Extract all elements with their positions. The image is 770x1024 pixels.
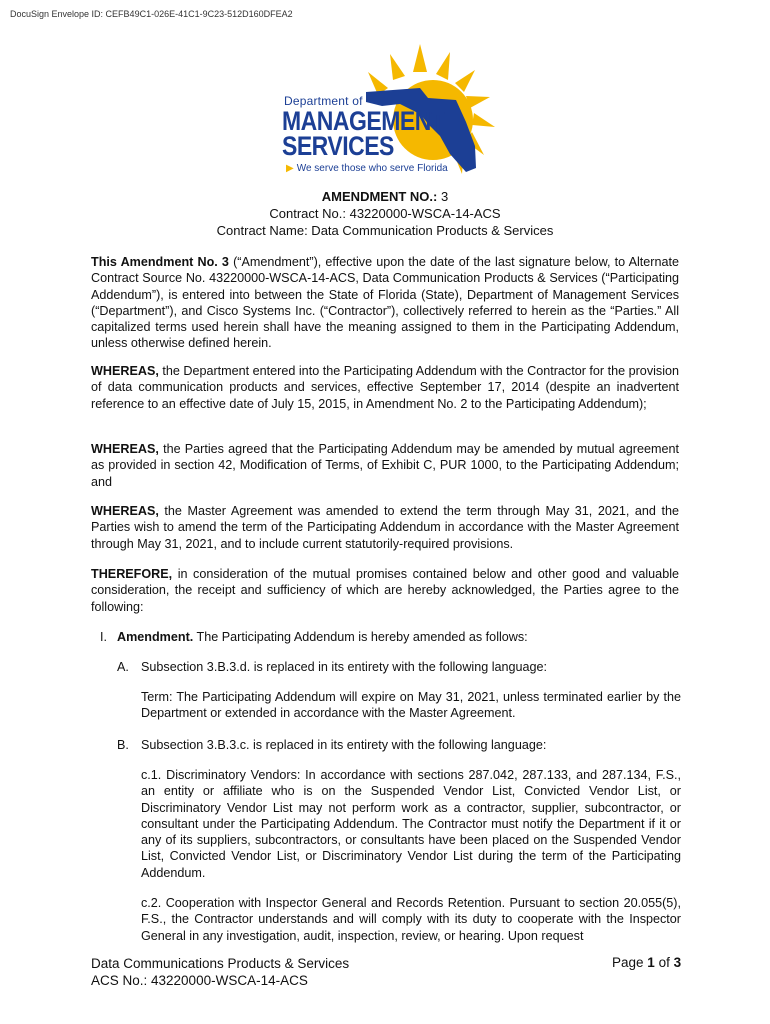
item-text: Subsection 3.B.3.c. is replaced in its entirety with the following language: bbox=[141, 738, 547, 752]
whereas-paragraph-1 bbox=[91, 363, 679, 412]
whereas-paragraph-2 bbox=[91, 441, 679, 490]
intro-text: (“Amendment”), effective upon the date of the last signature below, to Alternate Contract Source No. 43220000-WSCA-14-ACS, Data Communication Products & Services (“Participating Addendum”), is entered into between the State of Florida (State), Department of Management Services (“Department”), and Cisco Systems Inc. (“Contractor”), collectively referred to herein as the “Parties.” All capitalized terms used herein shall have the meaning assigned to them in the Participating Addendum, unless otherwise defined herein. bbox=[91, 255, 679, 351]
whereas-text: the Master Agreement was amended to extend the term through May 31, 2021, and the Parties wish to amend the term of the Participating Addendum in accordance with the Master Agreement through May 31, 2021, and to include current statutorily-required provisions. bbox=[91, 504, 679, 551]
page-current: 1 bbox=[647, 955, 655, 970]
item-text: Subsection 3.B.3.d. is replaced in its entirety with the following language: bbox=[141, 660, 548, 674]
whereas-paragraph-3 bbox=[91, 503, 679, 552]
amendment-label: AMENDMENT NO.: bbox=[321, 189, 438, 204]
logo-services: SERVICES bbox=[282, 131, 394, 161]
amendment-header bbox=[0, 188, 770, 239]
section-one bbox=[100, 629, 662, 645]
logo-management: MANAGEMENT bbox=[282, 106, 445, 136]
item-a bbox=[117, 659, 679, 675]
page-prefix: Page bbox=[612, 955, 644, 970]
logo-department-of: Department of bbox=[284, 94, 363, 108]
whereas-text: the Parties agreed that the Participating Addendum may be amended by mutual agreement as provided in section 42, Modification of Terms, of Exhibit C, PUR 1000, to the Participating Addendum; and bbox=[91, 442, 679, 489]
item-a-content: Term: The Participating Addendum will expire on May 31, 2021, unless terminated earlier by the Department or extended in accordance with the Master Agreement. bbox=[141, 690, 681, 721]
amendment-number: 3 bbox=[440, 189, 449, 204]
whereas-lead: WHEREAS, bbox=[91, 442, 159, 456]
tagline-text: We serve those who serve Florida bbox=[296, 163, 448, 174]
contract-name: Contract Name: Data Communication Products & Services bbox=[216, 223, 554, 238]
whereas-text: the Department entered into the Participating Addendum with the Contractor for the provision of data communication products and services, effective September 17, 2014 (despite an inadvertent reference to an effective date of July 15, 2015, in Amendment No. 2 to the Participating Addendum); bbox=[91, 364, 680, 411]
item-marker: A. bbox=[117, 660, 129, 674]
contract-number: Contract No.: 43220000-WSCA-14-ACS bbox=[269, 206, 501, 221]
dms-logo bbox=[270, 42, 510, 180]
item-marker: B. bbox=[117, 738, 129, 752]
whereas-lead: WHEREAS, bbox=[91, 504, 159, 518]
therefore-paragraph bbox=[91, 566, 679, 615]
docusign-envelope-id: DocuSign Envelope ID: CEFB49C1-026E-41C1-9C23-512D160DFEA2 bbox=[10, 9, 293, 19]
footer-title: Data Communications Products & Services bbox=[91, 956, 350, 971]
page-number bbox=[612, 955, 681, 970]
intro-lead: This Amendment No. 3 bbox=[91, 255, 229, 269]
section-marker: I. bbox=[100, 630, 107, 644]
amendment-number-line bbox=[0, 188, 770, 205]
item-b-c2: c.2. Cooperation with Inspector General and Records Retention. Pursuant to section 20.055(5), F.S., the Contractor understands and will comply with its duty to cooperate with the Inspector General in any investigation, audit, inspection, review, or hearing. Upon request bbox=[141, 896, 681, 943]
therefore-text: in consideration of the mutual promises contained below and other good and valuable consideration, the receipt and sufficiency of which are hereby acknowledged, the Parties agree to the following: bbox=[91, 567, 679, 614]
play-arrow-icon: ▶ bbox=[286, 163, 294, 174]
intro-paragraph bbox=[91, 254, 679, 352]
logo-tagline bbox=[286, 163, 448, 174]
therefore-lead: THEREFORE, bbox=[91, 567, 173, 581]
page-total: 3 bbox=[673, 955, 682, 970]
item-b-c1: c.1. Discriminatory Vendors: In accordance with sections 287.042, 287.133, and 287.134, F.S., an entity or affiliate who is on the Suspended Vendor List, Convicted Vendor List, or Discriminatory Vendor List may not perform work as a contractor, supplier, subcontractor, or consultant under the Participating Addendum. The Contractor must notify the Department if it or any of its suppliers, subcontractors, or consultants have been placed on the Suspended Vendor List, Convicted Vendor List, or Discriminatory Vendor List during the term of the Participating Addendum. bbox=[141, 768, 681, 880]
page-of: of bbox=[658, 955, 670, 970]
footer-acs-number: ACS No.: 43220000-WSCA-14-ACS bbox=[91, 973, 308, 988]
section-text: The Participating Addendum is hereby amended as follows: bbox=[193, 630, 528, 644]
item-b bbox=[117, 737, 679, 753]
footer-left bbox=[91, 955, 349, 989]
section-lead: Amendment. bbox=[117, 630, 194, 644]
whereas-lead: WHEREAS, bbox=[91, 364, 159, 378]
